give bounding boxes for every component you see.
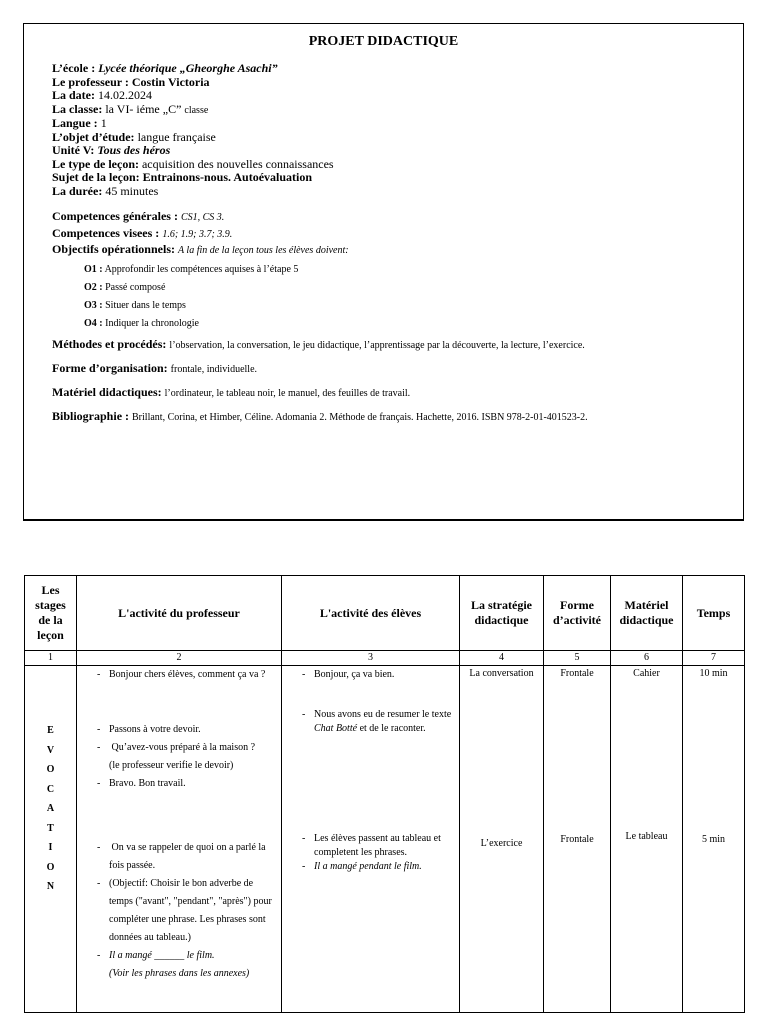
column-number: 2 [77,651,282,666]
column-number: 5 [544,651,611,666]
list-item: - Passons à votre devoir. [77,721,281,739]
objectives-line: Objectifs opérationnels: A la fin de la leçon tous les élèves doivent: [52,242,349,256]
lesson-plan-table [24,575,745,1013]
header-stages: Les stages de la leçon [25,576,77,651]
list-item: - Les élèves passent au tableau et completent les phrases. [282,832,459,860]
list-item: - On va se rappeler de quoi on a parlé la fois passée. [77,839,281,875]
strategy-value: L’exercice [480,838,523,849]
list-item: (Voir les phrases dans les annexes) [109,968,250,979]
list-item: - (Objectif: Choisir le bon adverbe de temps ("avant", "pendant", "après") pour compléter une phrase. Les phrases sont données au tableau.) [77,875,281,947]
student-activity-cell [282,666,460,1013]
teacher-line: Le professeur : Costin Victoria [52,74,210,89]
document-title: PROJET DIDACTIQUE [308,34,459,49]
list-item: - Il a mangé pendant le film. [282,860,459,874]
activity-form-value: Frontale [560,834,594,845]
language-line: Langue : 1 [52,116,107,130]
objective-item: O1 : Approfondir les compétences aquises à l’étape 5 [84,263,299,275]
objectives-list [52,264,732,331]
list-item: - Qu’avez-vous préparé à la maison ? [77,739,281,757]
lesson-info [52,62,732,433]
header-time: Temps [683,576,745,651]
activity-form-cell [544,666,611,1013]
general-competences-line: Competences générales : CS1, CS 3. [52,209,225,223]
header-material: Matériel didactique [611,576,683,651]
list-item: - Bravo. Bon travail. [77,775,281,793]
list-item: - Bonjour, ça va bien. [282,668,459,682]
materials-line: Matériel didactiques: l’ordinateur, le tableau noir, le manuel, des feuilles de travail. [52,384,411,399]
list-item: - Bonjour chers élèves, comment ça va ? [77,666,281,684]
evocation-row [25,666,745,1013]
column-number: 7 [683,651,745,666]
objective-item: O4 : Indiquer la chronologie [84,318,199,330]
material-cell [611,666,683,1013]
material-value: Cahier [633,668,660,679]
objective-item: O2 : Passé composé [84,281,166,293]
bibliography-line: Bibliographie : Brillant, Corina, et Himber, Céline. Adomania 2. Méthode de français. Hachette, 2016. ISBN 978-2-01-401523-2. [52,408,588,423]
header-teacher-activity: L'activité du professeur [77,576,282,651]
list-item: - Nous avons eu de resumer le texte Chat Botté et de le raconter. [282,708,459,736]
organization-line: Forme d’organisation: frontale, individuelle. [52,360,258,375]
strategy-value: La conversation [469,668,534,679]
list-item: - Il a mangé ______ le film. [77,947,281,965]
teacher-activity-cell [77,666,282,1013]
column-number: 6 [611,651,683,666]
stage-cell [25,666,77,1013]
time-cell [683,666,745,1013]
list-item: (le professeur verifie le devoir) [109,760,234,771]
material-value: Le tableau [625,831,668,842]
subject-line: L’objet d’étude: langue française [52,129,216,144]
targeted-competences-line: Competences visees : 1.6; 1.9; 3.7; 3.9. [52,225,233,240]
lesson-topic-line: Sujet de la leçon: Entrainons-nous. Autoévaluation [52,170,313,184]
table-header-row [25,576,745,651]
strategy-cell [460,666,544,1013]
column-number: 3 [282,651,460,666]
activity-form-value: Frontale [560,668,594,679]
column-number-row [25,651,745,666]
methods-line: Méthodes et procédés: l’observation, la conversation, le jeu didactique, l’apprentissage par la découverte, la lecture, l’exercice. [52,336,585,351]
column-number: 4 [460,651,544,666]
header-student-activity: L'activité des élèves [282,576,460,651]
column-number: 1 [25,651,77,666]
lesson-header-box [23,23,744,521]
header-activity-form: Forme d’activité [544,576,611,651]
school-line: L’école : Lycée théorique „Gheorghe Asachi” [52,61,278,75]
unit-line: Unité V: Tous des héros [52,143,171,157]
header-strategy: La stratégie didactique [460,576,544,651]
time-value: 10 min [699,668,728,679]
date-line: La date: 14.02.2024 [52,88,152,102]
objective-item: O3 : Situer dans le temps [84,300,186,312]
lesson-type-line: Le type de leçon: acquisition des nouvelles connaissances [52,156,334,171]
class-line: La classe: la VI- iéme „C” classe [52,101,209,116]
stage-evocation-label: E V O C A T I O N [46,725,55,892]
duration-line: La durée: 45 minutes [52,183,159,198]
time-value: 5 min [701,834,726,845]
